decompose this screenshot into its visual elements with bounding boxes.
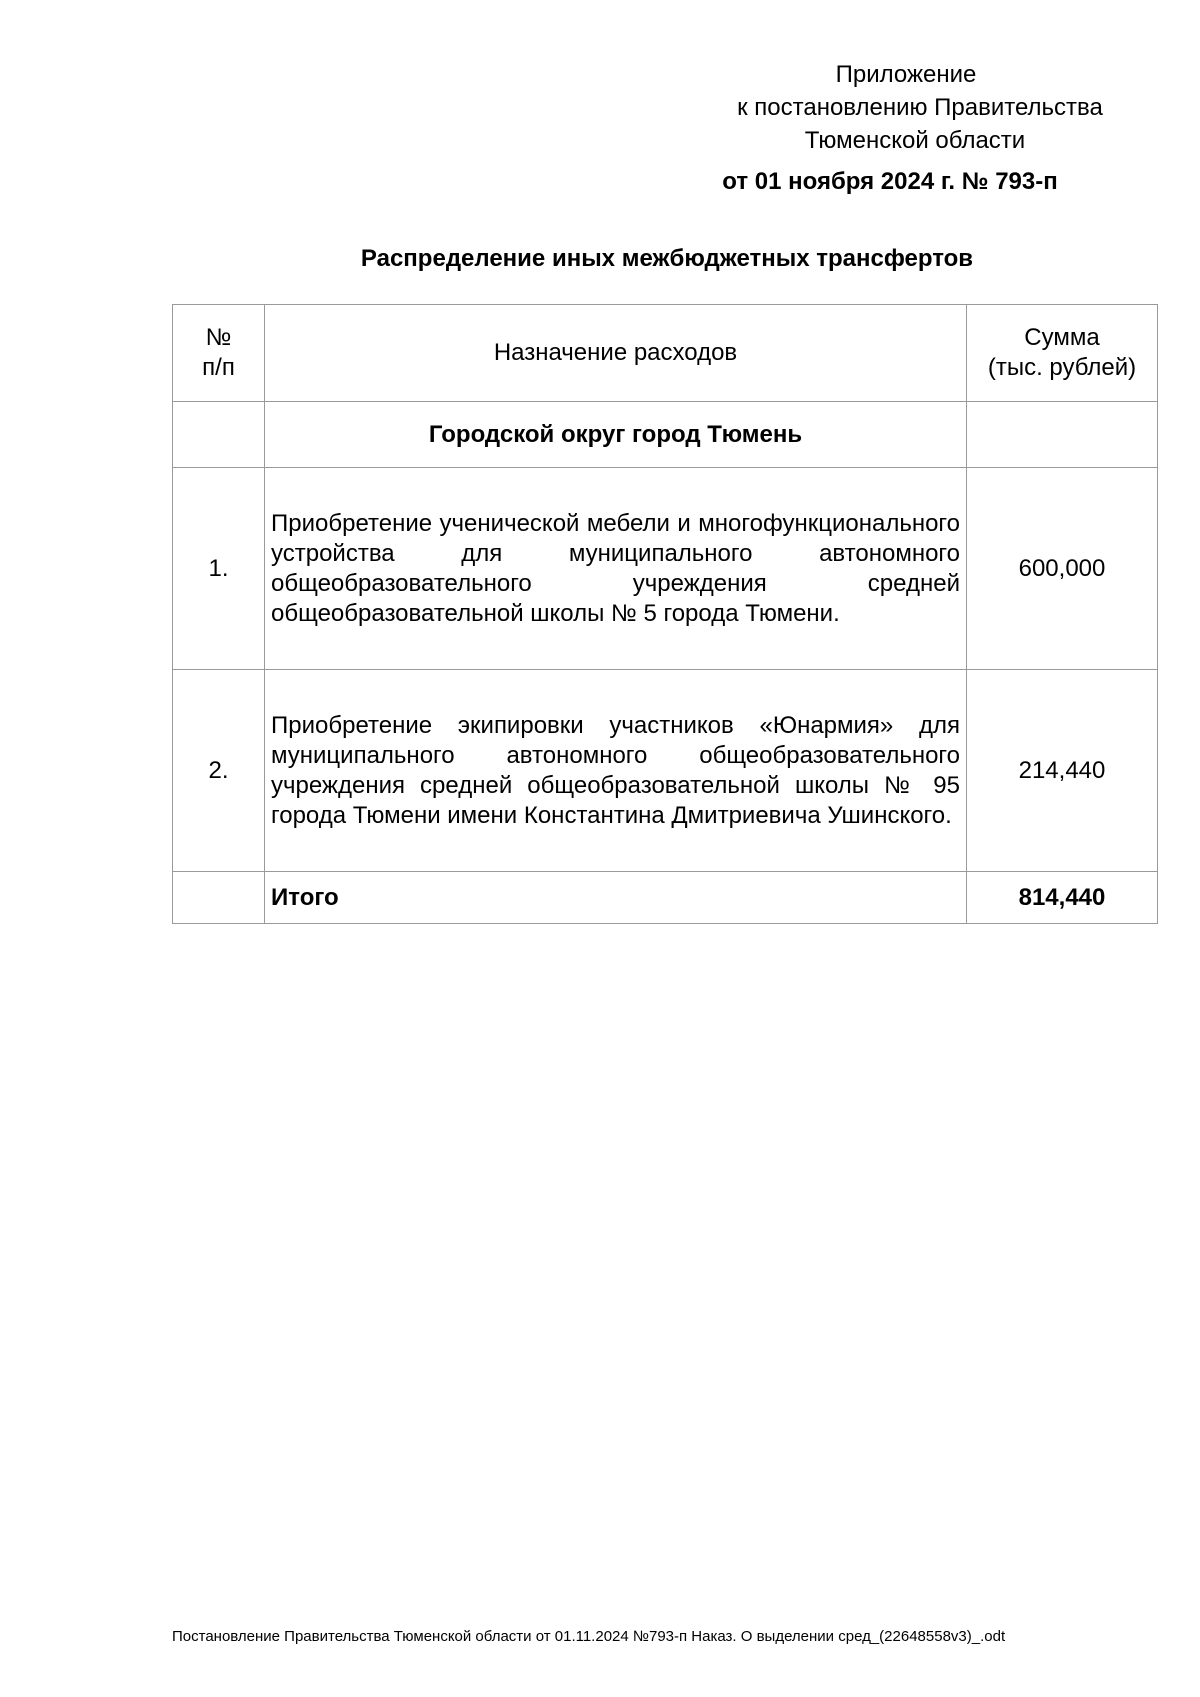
page-footer: Постановление Правительства Тюменской области от 01.11.2024 №793-п Наказ. О выделении сред_(22648558v3)_.odt [172,1628,1006,1645]
table-row [173,670,1158,872]
group-sum-cell [967,402,1158,468]
row-purpose: Приобретение экипировки участников «Юнармия» для муниципального автономного общеобразовательного учреждения средней общеобразовательной школы № 95 города Тюмени имени Константина Дмитриевича Ушинского. [265,670,967,872]
row-sum: 214,440 [967,670,1158,872]
appendix-header [700,58,1140,198]
total-sum: 814,440 [967,872,1158,924]
row-num: 1. [173,468,265,670]
document-title: Распределение иных межбюджетных трансфертов [360,245,974,272]
table-header-row [173,305,1158,402]
appendix-region: Тюменской области [804,127,1026,154]
group-row [173,402,1158,468]
header-sum: Сумма (тыс. рублей) [967,305,1158,402]
appendix-ref: к постановлению Правительства [737,94,1103,121]
transfers-table [172,304,1158,924]
appendix-date-number: от 01 ноября 2024 г. № 793-п [722,168,1058,195]
appendix-label: Приложение [835,61,977,88]
total-num-cell [173,872,265,924]
row-sum: 600,000 [967,468,1158,670]
table-row [173,468,1158,670]
header-purpose: Назначение расходов [265,305,967,402]
total-row [173,872,1158,924]
row-purpose: Приобретение ученической мебели и многофункционального устройства для муниципального автономного общеобразовательного учреждения средней общеобразовательной школы № 5 города Тюмени. [265,468,967,670]
total-label: Итого [265,872,967,924]
group-num-cell [173,402,265,468]
row-num: 2. [173,670,265,872]
header-num: № п/п [173,305,265,402]
group-name: Городской округ город Тюмень [265,402,967,468]
